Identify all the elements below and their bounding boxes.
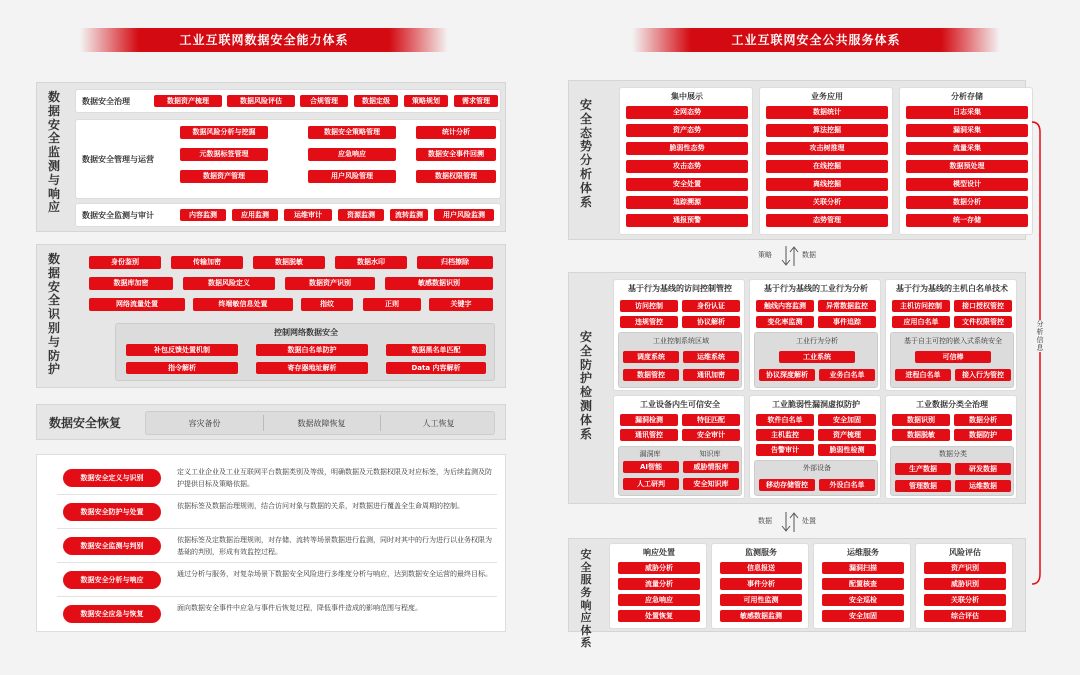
- control-chip: 数据白名单防护: [256, 344, 368, 356]
- detect-block-f-title: 工业数据分类全治理: [916, 400, 988, 409]
- detect-title: 安 全 防 护 检 测 体 系: [579, 330, 592, 441]
- service-chip: 漏洞扫描: [822, 562, 904, 574]
- protect-chip: 数据脱敏: [253, 256, 325, 269]
- flow-label-strategy: 策略: [758, 251, 772, 259]
- service-column: [711, 543, 809, 629]
- protect-panel: [36, 244, 506, 388]
- detect-chip: 漏洞检测: [620, 414, 678, 426]
- detect-chip: 脆弱性检测: [818, 444, 876, 456]
- detect-chip: 安全知识库: [683, 478, 739, 490]
- governance-row: [75, 89, 501, 113]
- governance-chip: 需求管理: [454, 95, 498, 107]
- side-label: 分 析 信 息: [1034, 320, 1046, 352]
- legend-divider: [57, 528, 497, 529]
- legend-panel: [36, 454, 506, 632]
- service-chip: 综合评估: [924, 610, 1006, 622]
- legend-divider: [57, 494, 497, 495]
- protect-chip: 数据库加密: [89, 277, 173, 290]
- legend-pill: 数据安全监测与判别: [63, 537, 161, 555]
- detect-chip: 工业系统: [779, 351, 855, 363]
- detect-subbox: [754, 332, 878, 388]
- audit-chip: 资源监测: [338, 209, 384, 221]
- left-title-banner: 工业互联网数据安全能力体系: [80, 28, 448, 52]
- detect-block-e-title: 工业脆弱性漏洞虚拟防护: [772, 400, 860, 409]
- ops-chip: 数据安全事件回溯: [416, 148, 496, 161]
- protect-chip: 敏感数据识别: [385, 277, 493, 290]
- recover-item: 人工恢复: [422, 419, 455, 428]
- detect-chip: 协议深度解析: [759, 369, 815, 381]
- service-chip: 处置恢复: [618, 610, 700, 622]
- control-chip: Data 内容解析: [386, 362, 486, 374]
- legend-pill: 数据安全定义与识别: [63, 469, 161, 487]
- protect-chip: 数据水印: [335, 256, 407, 269]
- detect-chip: 管理数据: [895, 480, 951, 492]
- detect-chip: 外设白名单: [819, 479, 875, 491]
- situation-column-title: 集中展示: [671, 92, 703, 101]
- governance-chip: 数据资产梳理: [154, 95, 222, 107]
- legend-divider: [57, 562, 497, 563]
- recover-item: 数据故障恢复: [297, 419, 346, 428]
- service-column-title: 运维服务: [847, 548, 879, 557]
- legend-pill: 数据安全应急与恢复: [63, 605, 161, 623]
- flow-arrows-top: [780, 244, 800, 268]
- service-chip: 应急响应: [618, 594, 700, 606]
- protect-chip: 传输加密: [171, 256, 243, 269]
- detect-subbox: [890, 446, 1014, 496]
- detect-chip: 接口授权管控: [954, 300, 1012, 312]
- flow2-label-data: 数据: [758, 517, 772, 525]
- control-title: 控制网络数据安全: [274, 328, 338, 337]
- detect-block-d-title: 工业设备内生可信安全: [640, 400, 720, 409]
- situation-chip: 统一存储: [906, 214, 1028, 227]
- detect-chip: 移动存储管控: [759, 479, 815, 491]
- detect-block-d: [613, 395, 745, 499]
- detect-chip: 通讯加密: [683, 369, 739, 381]
- situation-column: [619, 87, 753, 235]
- detect-chip: 事件追踪: [818, 316, 876, 328]
- situation-chip: 脆弱性态势: [626, 142, 748, 155]
- service-chip: 资产识别: [924, 562, 1006, 574]
- detect-subbox: [618, 446, 742, 496]
- control-box: [115, 323, 495, 381]
- situation-chip: 资产态势: [626, 124, 748, 137]
- governance-chip: 合规管理: [300, 95, 348, 107]
- detect-subbox-title: 数据分类: [939, 450, 967, 458]
- ops-chip: 统计分析: [416, 126, 496, 139]
- flow2-label-dispose: 处置: [802, 517, 816, 525]
- detect-chip: 变化率监测: [756, 316, 814, 328]
- ops-row: [75, 119, 501, 199]
- detect-block-b-title: 基于行为基线的工业行为分析: [764, 284, 868, 293]
- detect-chip: 数据分析: [954, 414, 1012, 426]
- detect-block-a: [613, 279, 745, 391]
- detect-chip: 文件权限管控: [954, 316, 1012, 328]
- detect-subbox-title: 漏洞库: [639, 450, 661, 458]
- detect-chip: 应用白名单: [892, 316, 950, 328]
- flow-label-data: 数据: [802, 251, 816, 259]
- audit-row: [75, 203, 501, 227]
- situation-chip: 追踪溯源: [626, 196, 748, 209]
- protect-chip: 数据资产识别: [285, 277, 375, 290]
- situation-chip: 离线挖掘: [766, 178, 888, 191]
- detect-subbox-title: 外部设备: [803, 464, 831, 472]
- detect-chip: 告警审计: [756, 444, 814, 456]
- detect-chip: 进程白名单: [895, 369, 951, 381]
- recover-panel: [36, 404, 506, 440]
- ops-chip: 元数据标签管理: [180, 148, 268, 161]
- detect-chip: 业务白名单: [819, 369, 875, 381]
- legend-text: 面向数据安全事件中应急与事件后恢复过程，降低事件造成的影响范围与程度。: [177, 604, 422, 612]
- detect-chip: 协议解析: [682, 316, 740, 328]
- monitor-title: 数 据 安 全 监 测 与 响 应: [47, 90, 60, 215]
- ops-label: 数据安全管理与运营: [82, 155, 154, 164]
- situation-chip: 日志采集: [906, 106, 1028, 119]
- service-column: [609, 543, 707, 629]
- situation-column-title: 分析存储: [951, 92, 983, 101]
- detect-subbox-title: 基于自主可控的嵌入式系统安全: [904, 337, 1002, 345]
- protect-title: 数 据 安 全 识 别 与 防 护: [47, 252, 60, 377]
- service-chip: 威胁分析: [618, 562, 700, 574]
- situation-chip: 流量采集: [906, 142, 1028, 155]
- ops-chip: 用户风险管理: [308, 170, 396, 183]
- situation-column: [899, 87, 1033, 235]
- detect-subbox: [754, 460, 878, 496]
- detect-chip: 安全审计: [682, 429, 740, 441]
- legend-text: 依据标签及数据治理规则，结合访问对象与数据的关系，对数据进行覆盖全生命周期的控制。: [177, 502, 464, 510]
- situation-column: [759, 87, 893, 235]
- control-chip: 补包反馈处置机制: [126, 344, 238, 356]
- situation-chip: 通报预警: [626, 214, 748, 227]
- detect-chip: 主机监控: [756, 429, 814, 441]
- service-chip: 流量分析: [618, 578, 700, 590]
- situation-chip: 关联分析: [766, 196, 888, 209]
- situation-chip: 漏洞采集: [906, 124, 1028, 137]
- protect-chip: 网络流量处置: [89, 298, 185, 311]
- situation-chip: 全网态势: [626, 106, 748, 119]
- detect-subbox: [890, 332, 1014, 388]
- service-panel: [568, 538, 1026, 650]
- legend-text: 定义工业企业及工业互联网平台数据类别及等级，明确数据及元数据权限及对应标签，为后续监测及防护提供目标及策略依据。: [177, 468, 492, 488]
- legend-text: 依据标签及定数据治理规则，对存储、流转等场景数据进行监测，同时对其中的行为进行以业务权限为基础的判别，形成有效监控过程。: [177, 536, 492, 556]
- situation-chip: 在线挖掘: [766, 160, 888, 173]
- detect-block-e: [749, 395, 881, 499]
- detect-chip: 异常数据监控: [818, 300, 876, 312]
- service-column-title: 监测服务: [745, 548, 777, 557]
- flow-arrows-bottom: [780, 510, 800, 534]
- detect-chip: 安全加固: [818, 414, 876, 426]
- detect-block-c: [885, 279, 1017, 391]
- service-chip: 安全巡检: [822, 594, 904, 606]
- situation-chip: 数据统计: [766, 106, 888, 119]
- detect-block-b: [749, 279, 881, 391]
- service-chip: 信息报送: [720, 562, 802, 574]
- recover-item: 容灾备份: [188, 419, 221, 428]
- detect-chip: 违规管控: [620, 316, 678, 328]
- side-bracket: [1030, 118, 1050, 588]
- situation-panel: [568, 80, 1026, 240]
- service-chip: 威胁识别: [924, 578, 1006, 590]
- detect-chip: 软件白名单: [756, 414, 814, 426]
- service-chip: 配置核查: [822, 578, 904, 590]
- audit-label: 数据安全监测与审计: [82, 211, 154, 220]
- detect-chip: 人工研判: [623, 478, 679, 490]
- detect-chip: 数据脱敏: [892, 429, 950, 441]
- detect-panel: [568, 272, 1026, 504]
- control-chip: 指令解析: [126, 362, 238, 374]
- detect-chip: 威胁情报库: [683, 461, 739, 473]
- detect-chip: 主机访问控制: [892, 300, 950, 312]
- situation-chip: 数据预处理: [906, 160, 1028, 173]
- audit-chip: 用户风险监测: [434, 209, 494, 221]
- detect-chip: 资产梳理: [818, 429, 876, 441]
- protect-chip: 指纹: [301, 298, 353, 311]
- detect-chip: 生产数据: [895, 463, 951, 475]
- detect-chip: 接入行为管控: [955, 369, 1011, 381]
- detect-chip: 运维数据: [955, 480, 1011, 492]
- detect-chip: 研发数据: [955, 463, 1011, 475]
- situation-chip: 算法挖掘: [766, 124, 888, 137]
- legend-pill: 数据安全分析与响应: [63, 571, 161, 589]
- protect-chip: 身份鉴别: [89, 256, 161, 269]
- recover-title: 数据安全恢复: [49, 416, 122, 430]
- situation-column-title: 业务应用: [811, 92, 843, 101]
- situation-title: 安 全 态 势 分 析 体 系: [579, 98, 592, 209]
- detect-block-c-title: 基于行为基线的主机白名单技术: [896, 284, 1008, 293]
- detect-subbox: [618, 332, 742, 388]
- service-column: [915, 543, 1013, 629]
- detect-chip: 数据管控: [623, 369, 679, 381]
- protect-chip: 正则: [363, 298, 421, 311]
- governance-chip: 数据定级: [354, 95, 398, 107]
- recover-divider: [263, 415, 264, 431]
- control-chip: 数据黑名单匹配: [386, 344, 486, 356]
- recover-box: [145, 411, 495, 435]
- service-chip: 安全加固: [822, 610, 904, 622]
- ops-chip: 数据权限管理: [416, 170, 496, 183]
- protect-chip: 归档擦除: [417, 256, 493, 269]
- situation-chip: 安全处置: [626, 178, 748, 191]
- detect-chip: 运维系统: [683, 351, 739, 363]
- audit-chip: 流转监测: [390, 209, 428, 221]
- service-chip: 事件分析: [720, 578, 802, 590]
- detect-chip: 数据防护: [954, 429, 1012, 441]
- monitor-panel: [36, 82, 506, 232]
- detect-block-f: [885, 395, 1017, 499]
- service-chip: 关联分析: [924, 594, 1006, 606]
- situation-chip: 态势管理: [766, 214, 888, 227]
- ops-chip: 数据风险分析与挖掘: [180, 126, 268, 139]
- detect-chip: 调度系统: [623, 351, 679, 363]
- protect-chip: 终端敏信息处置: [193, 298, 293, 311]
- audit-chip: 应用监测: [232, 209, 278, 221]
- detect-chip: 通讯管控: [620, 429, 678, 441]
- protect-chip: 数据风险定义: [183, 277, 275, 290]
- governance-chip: 策略规划: [404, 95, 448, 107]
- detect-subbox-title: 工业控制系统区域: [653, 337, 709, 345]
- service-title: 安 全 服 务 响 应 体 系: [580, 548, 592, 650]
- detect-chip: 访问控制: [620, 300, 678, 312]
- service-column: [813, 543, 911, 629]
- legend-text: 通过分析与服务，对复杂场景下数据安全风险进行多维度分析与响应，达到数据安全运营的最终目标。: [177, 570, 492, 578]
- governance-chip: 数据风险评估: [227, 95, 295, 107]
- ops-chip: 应急响应: [308, 148, 396, 161]
- situation-chip: 攻击态势: [626, 160, 748, 173]
- audit-chip: 内容监测: [180, 209, 226, 221]
- ops-chip: 数据安全策略管理: [308, 126, 396, 139]
- right-title-banner: 工业互联网安全公共服务体系: [632, 28, 1000, 52]
- detect-block-a-title: 基于行为基线的访问控制管控: [628, 284, 732, 293]
- recover-divider: [380, 415, 381, 431]
- detect-chip: 触线内容监测: [756, 300, 814, 312]
- service-column-title: 风险评估: [949, 548, 981, 557]
- audit-chip: 运维审计: [284, 209, 332, 221]
- situation-chip: 模型设计: [906, 178, 1028, 191]
- detect-subbox-title: 知识库: [699, 450, 721, 458]
- detect-chip: 身份认证: [682, 300, 740, 312]
- detect-chip: 数据识别: [892, 414, 950, 426]
- detect-chip: 可信棒: [915, 351, 991, 363]
- detect-chip: 特征匹配: [682, 414, 740, 426]
- protect-chip: 关键字: [429, 298, 493, 311]
- control-chip: 寄存器地址解析: [256, 362, 368, 374]
- legend-pill: 数据安全防护与处置: [63, 503, 161, 521]
- situation-chip: 攻击树推理: [766, 142, 888, 155]
- detect-chip: AI智能: [623, 461, 679, 473]
- legend-divider: [57, 596, 497, 597]
- service-chip: 敏感数据监测: [720, 610, 802, 622]
- situation-chip: 数据分析: [906, 196, 1028, 209]
- service-chip: 可用性监测: [720, 594, 802, 606]
- ops-chip: 数据资产管理: [180, 170, 268, 183]
- governance-label: 数据安全治理: [82, 97, 130, 106]
- service-column-title: 响应处置: [643, 548, 675, 557]
- detect-subbox-title: 工业行为分析: [796, 337, 838, 345]
